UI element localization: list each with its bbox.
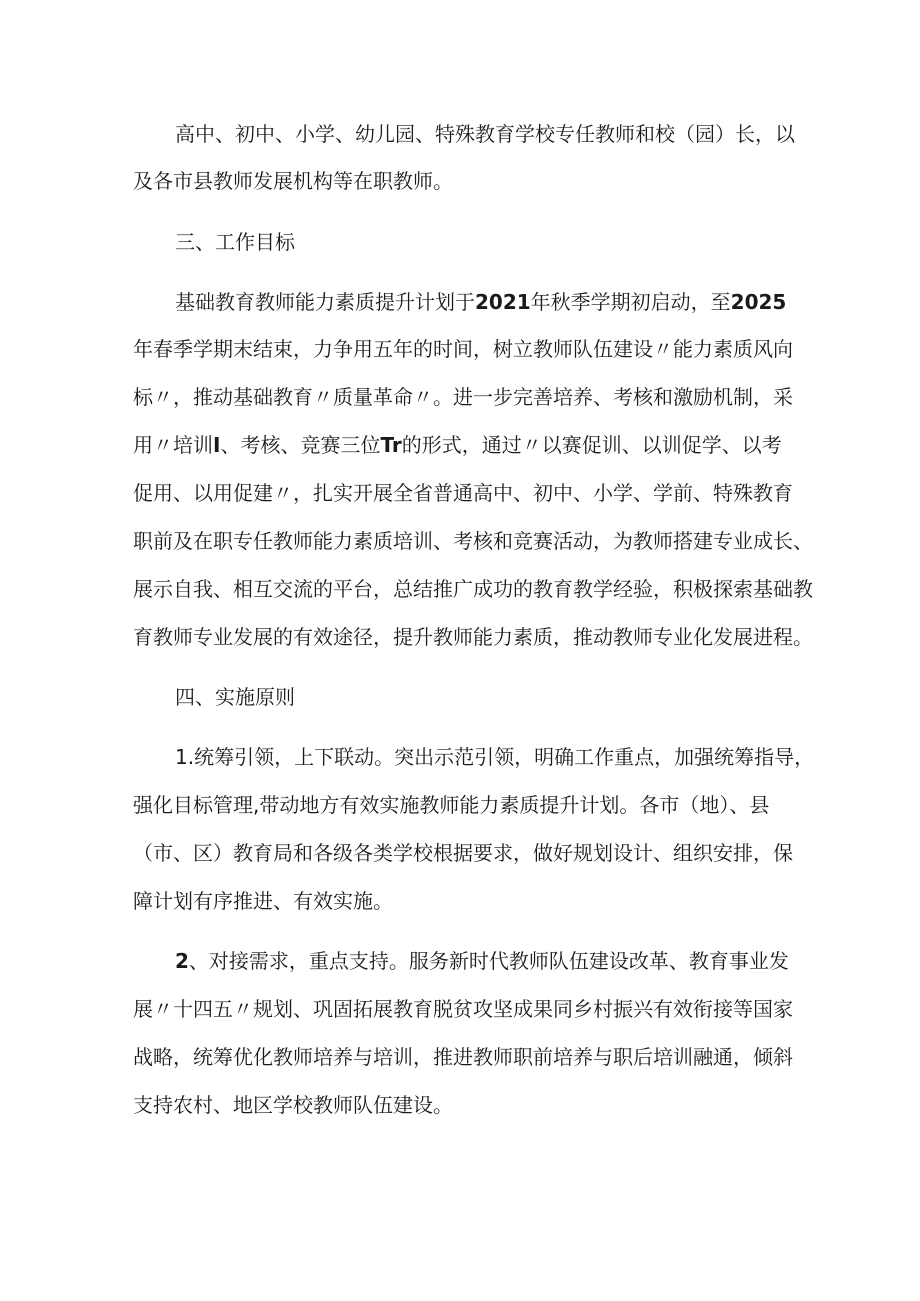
year-2021: 2021 — [475, 290, 531, 314]
item-number-2: 2 — [175, 949, 189, 973]
paragraph-2-line-1 — [175, 289, 786, 315]
paragraph-3-line-4: 障计划有序推进、有效实施。 — [133, 889, 393, 913]
paragraph-3-line-1: 1.统筹引领，上下联动。突出示范引领，明确工作重点，加强统筹指导， — [175, 745, 815, 769]
paragraph-4-line-4: 支持农村、地区学校教师队伍建设。 — [133, 1093, 453, 1117]
paragraph-3-line-3: （市、区）教育局和各级各类学校根据要求，做好规划设计、组织安排，保 — [133, 841, 793, 865]
paragraph-4-line-3: 战略，统筹优化教师培养与培训，推进教师职前培养与职后培训融通，倾斜 — [133, 1045, 793, 1069]
paragraph-2-line-4 — [133, 432, 782, 458]
paragraph-1-line-1: 高中、初中、小学、幼儿园、特殊教育学校专任教师和校（园）长，以 — [175, 122, 795, 146]
section-heading-4: 四、实施原则 — [175, 685, 295, 709]
paragraph-2-line-7: 展示自我、相互交流的平台，总结推广成功的教育教学经验，积极探索基础教 — [133, 577, 813, 601]
paragraph-2-line-8: 育教师专业发展的有效途径，提升教师能力素质，推动教师专业化发展进程。 — [133, 625, 813, 649]
paragraph-2-text-e: 的形式，通过〃以赛促训、以训促学、以考 — [401, 433, 782, 457]
paragraph-2-text-c: 用〃培训 — [133, 433, 213, 457]
paragraph-2-line-3: 标〃，推动基础教育〃质量革命〃。进一步完善培养、考核和激励机制，采 — [133, 385, 793, 409]
paragraph-2-text-d: 、考核、竞赛三位 — [220, 433, 381, 457]
glyph-i: I — [213, 433, 221, 457]
paragraph-4-line-2: 展〃十四五〃规划、巩固拓展教育脱贫攻坚成果同乡村振兴有效衔接等国家 — [133, 997, 793, 1021]
paragraph-4-line-1 — [175, 948, 789, 974]
year-2025: 2025 — [730, 290, 787, 314]
paragraph-2-text-b: 年秋季学期初启动，至 — [530, 290, 731, 314]
paragraph-4-text-a: 、对接需求，重点支持。服务新时代教师队伍建设改革、教育事业发 — [188, 949, 789, 973]
paragraph-2-line-6: 职前及在职专任教师能力素质培训、考核和竞赛活动，为教师搭建专业成长、 — [133, 529, 813, 553]
paragraph-2-line-2: 年春季学期末结束，力争用五年的时间，树立教师队伍建设〃能力素质风向 — [133, 337, 793, 361]
paragraph-3-line-2: 强化目标管理,带动地方有效实施教师能力素质提升计划。各市（地）、县 — [133, 793, 770, 817]
paragraph-2-text-a: 基础教育教师能力素质提升计划于 — [175, 290, 475, 314]
section-heading-3: 三、工作目标 — [175, 230, 295, 254]
glyph-tr: Tr — [380, 433, 402, 457]
paragraph-2-line-5: 促用、以用促建〃，扎实开展全省普通高中、初中、小学、学前、特殊教育 — [133, 481, 793, 505]
paragraph-1-line-2: 及各市县教师发展机构等在职教师。 — [133, 169, 453, 193]
